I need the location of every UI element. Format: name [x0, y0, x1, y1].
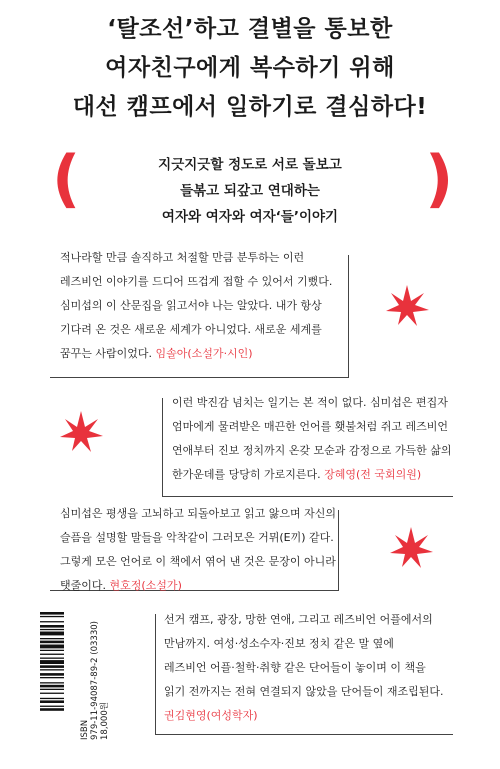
barcode-bar [40, 612, 64, 615]
barcode-bar [40, 625, 64, 628]
barcode-bar [40, 673, 64, 676]
blurb-line: 기다려 온 것은 새로운 세계가 아니었다. 새로운 세계를 [60, 323, 322, 336]
blurb-line: 엄마에게 물려받은 매끈한 언어를 횃불처럼 쥐고 레즈비언 [172, 420, 449, 433]
blurb-line: 적나라할 만큼 솔직하고 처절할 만큼 분투하는 이런 [60, 251, 305, 264]
barcode-bar [40, 665, 64, 668]
blurb-line: 한가운데를 당당히 가로지른다. [172, 468, 321, 481]
blurb-attribution: 장혜영(전 국회의원) [324, 468, 422, 481]
barcode-bar [40, 650, 64, 651]
isbn-number: 979-11-94087-89-2 (03330) [90, 621, 100, 740]
barcode-bar [40, 629, 64, 630]
blurb-last-line [172, 463, 452, 487]
barcode-bar [40, 706, 64, 707]
barcode-bar [40, 616, 64, 617]
starburst-icon [58, 410, 104, 456]
starburst-icon [388, 526, 434, 572]
blurb-line: 슬픔을 설명할 말들을 악착같이 그러모은 거뮈(E끼) 같다. [60, 531, 334, 544]
blurb-line: 읽기 전까지는 전혀 연결되지 않았을 단어들이 재조립된다. [164, 685, 444, 698]
intro-line-2: 들볶고 되갚고 연대하는 [180, 183, 320, 199]
blurb-1 [60, 246, 332, 366]
isbn-block [80, 621, 110, 740]
blurb-last-line [60, 342, 332, 366]
blurb-line: 선거 캠프, 광장, 망한 연애, 그리고 레즈비언 어플에서의 [164, 613, 433, 626]
right-parenthesis: ) [425, 142, 454, 215]
headline-line-2: 여자친구에게 복수하기 위해 [105, 55, 395, 81]
blurb-line: 심미섭의 이 산문집을 읽고서야 나는 알았다. 내가 항상 [60, 299, 322, 312]
barcode-bar [40, 645, 64, 649]
headline-line-3: 대선 캠프에서 일하기로 결심하다! [72, 94, 428, 120]
barcode-bar [40, 689, 64, 690]
headline-line-1: ‘탈조선’하고 결별을 통보한 [107, 16, 393, 42]
blurb-attribution: 현호정(소설가) [109, 579, 182, 592]
blurb-line: 이런 박진감 넘치는 일기는 본 적이 없다. 심미섭은 편집자 [172, 396, 448, 409]
barcode-bar [40, 693, 64, 694]
blurb-line: 심미섭은 평생을 고뇌하고 되돌아보고 읽고 앓으며 자신의 [60, 507, 337, 520]
barcode-bar [40, 708, 64, 711]
blurb-line: 탯줄이다. [60, 579, 107, 592]
barcode-bar [40, 669, 64, 670]
barcode-bar [40, 698, 64, 699]
price: 18,000원 [100, 702, 110, 740]
headline [0, 10, 500, 127]
barcode-bar [40, 621, 64, 622]
blurb-3 [60, 502, 336, 598]
barcode-bar [40, 685, 64, 688]
barcode-bar [40, 654, 64, 655]
blurb-line: 레즈비언 어플·철학·취향 같은 단어들이 놓이며 이 책을 [164, 661, 426, 674]
blurb-line: 레즈비언 이야기를 드디어 뜨겁게 접할 수 있어서 기뻤다. [60, 275, 333, 288]
barcode-bar [40, 677, 64, 678]
blurb-2 [172, 391, 452, 487]
barcode-bar [40, 700, 64, 703]
blurb-last-line [60, 574, 336, 598]
barcode-bar [40, 638, 64, 639]
barcode-bar [40, 660, 64, 664]
blurb-line: 그렇게 모은 언어로 이 책에서 엮어 낸 것은 문장이 아니라 [60, 555, 336, 568]
intro-line-1: 지긋지긋할 정도로 서로 돌보고 [158, 157, 342, 173]
isbn-label: ISBN [80, 719, 90, 740]
intro-tagline [0, 152, 500, 230]
blurb-4 [164, 608, 444, 728]
barcode-bar [40, 632, 64, 636]
blurb-line: 만남까지. 여성·성소수자·진보 정치 같은 말 옆에 [164, 637, 394, 650]
left-parenthesis: ( [52, 142, 81, 215]
barcode-bar [40, 658, 64, 659]
starburst-icon [384, 284, 430, 330]
blurb-line: 꿈꾸는 사람이었다. [60, 347, 153, 360]
intro-line-3: 여자와 여자와 여자‘들’이야기 [161, 209, 339, 225]
blurb-line: 연애부터 진보 정치까지 온갖 모순과 감정으로 가득한 삶의 [172, 444, 452, 457]
blurb-attribution: 임솔아(소설가·시인) [155, 347, 253, 360]
barcode-bar [40, 641, 64, 644]
blurb-attribution: 권김현영(여성학자) [164, 709, 258, 722]
barcode-bar [40, 682, 64, 683]
